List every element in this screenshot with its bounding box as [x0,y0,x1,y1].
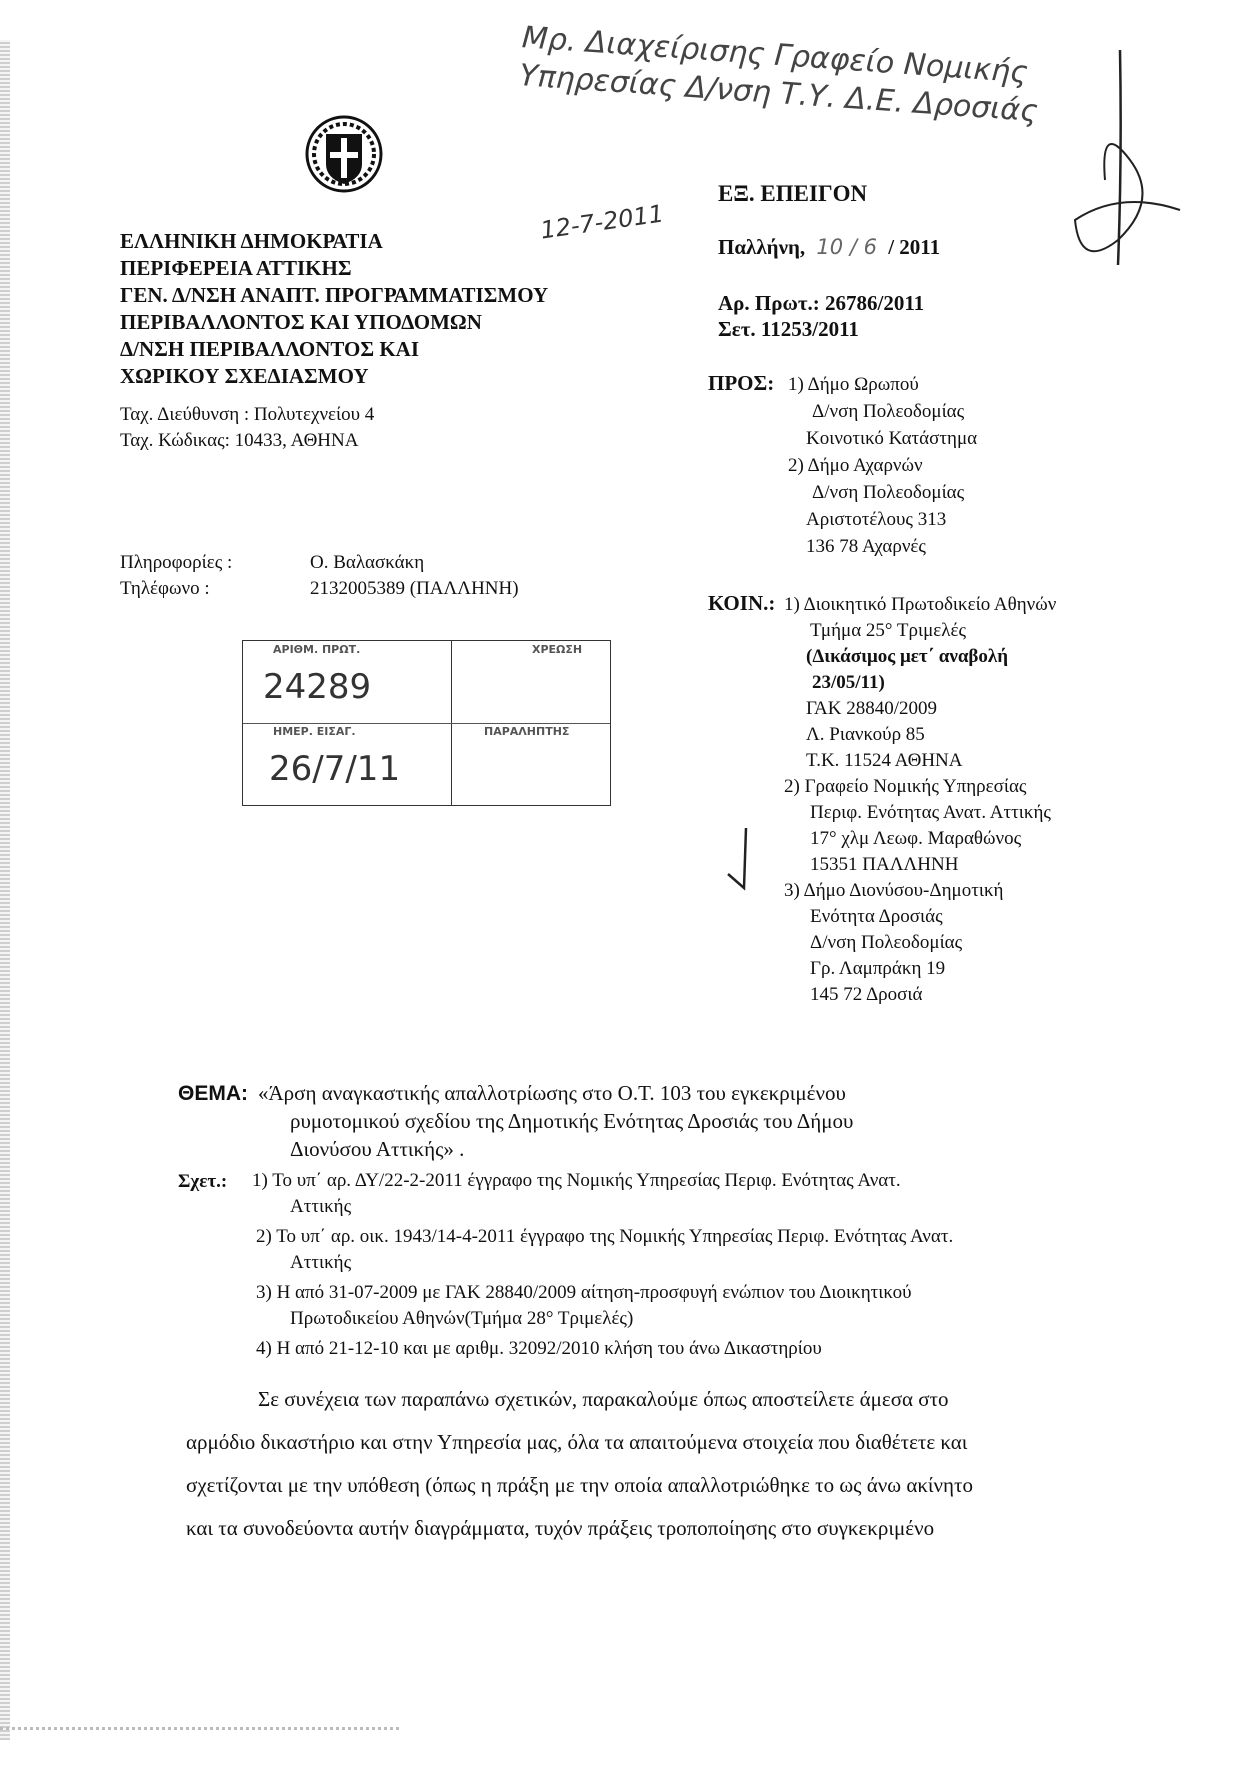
scan-edge-artifact [0,40,10,1740]
date-handwritten: 10 / 6 [816,235,877,259]
sender-line: Δ/ΝΣΗ ΠΕΡΙΒΑΛΛΟΝΤΟΣ ΚΑΙ [120,337,419,361]
cc-line: 17° χλμ Λεωφ. Μαραθώνος [810,828,1022,849]
related-item: 1) Το υπ΄ αρ. ΔΥ/22-2-2011 έγγραφο της Νομικής Υπηρεσίας Περιφ. Ενότητας Ανατ. [252,1170,901,1191]
related-item: 2) Το υπ΄ αρ. οικ. 1943/14-4-2011 έγγραφο της Νομικής Υπηρεσίας Περιφ. Ενότητας Ανατ. [256,1226,954,1247]
info-value: Ο. Βαλασκάκη [310,552,425,573]
related-label: Σχετ.: [178,1171,228,1192]
body-line: αρμόδιο δικαστήριο και στην Υπηρεσία μας, όλα τα απαιτούμενα στοιχεία που διαθέτετε και [186,1430,968,1454]
recipient-line: Αριστοτέλους 313 [806,509,947,530]
stamp-label: ΑΡΙΘΜ. ΠΡΩΤ. [273,643,361,656]
scan-bottom-artifact [0,1727,400,1730]
cc-line: Λ. Ριανκούρ 85 [806,724,925,745]
related-item: 3) Η από 31-07-2009 με ΓΑΚ 28840/2009 αίτηση-προσφυγή ενώπιον του Διοικητικού [256,1282,912,1303]
sender-header [120,228,548,390]
protocol-value: 26786/2011 [825,291,925,315]
recipient-line: 2) Δήμο Αχαρνών [788,455,923,476]
recipient-line: 1) Δήμο Ωρωπού [788,374,919,395]
info-label: Πληροφορίες : [120,552,233,573]
related-item: 4) Η από 21-12-10 και με αριθμ. 32092/2010 κλήση του άνω Δικαστηρίου [256,1338,822,1359]
handwritten-routing-note: Μρ. Διαχείρισης Γραφείο Νομικής Υπηρεσίας Δ/νση Τ.Υ. Δ.Ε. Δροσιάς [518,20,1039,130]
sender-postcode: Ταχ. Κώδικας: 10433, ΑΘΗΝΑ [120,430,359,451]
related-item-cont: Αττικής [290,1196,352,1217]
sender-address: Ταχ. Διεύθυνση : Πολυτεχνείου 4 [120,404,375,425]
cc-line: Ενότητα Δροσιάς [810,906,943,927]
recipient-line: Κοινοτικό Κατάστημα [806,428,978,449]
stamp-date: 26/7/11 [269,749,401,789]
recipient-line: Δ/νση Πολεοδομίας [812,401,965,422]
cc-line: 1) Διοικητικό Πρωτοδικείο Αθηνών [784,594,1057,615]
subject-line: Διονύσου Αττικής» . [290,1137,465,1161]
stamp-right-cells [450,640,611,806]
phone-label: Τηλέφωνο : [120,578,210,599]
cc-line: Δ/νση Πολεοδομίας [810,932,963,953]
date-year: / 2011 [888,235,941,259]
recipient-line: 136 78 Αχαρνές [806,536,926,557]
signature-mark [1060,40,1200,270]
stamp-number: 24289 [263,667,372,707]
cc-line: Τμήμα 25° Τριμελές [810,620,966,641]
date-label: Παλλήνη, [718,235,806,259]
protocol-label: Αρ. Πρωτ.: [718,291,820,315]
related-item-cont: Αττικής [290,1252,352,1273]
cc-line: 145 72 Δροσιά [810,984,923,1005]
cc-line: 15351 ΠΑΛΛΗΝΗ [810,854,959,875]
handwritten-check-icon [724,826,754,896]
related-item-cont: Πρωτοδικείου Αθηνών(Τμήμα 28° Τριμελές) [290,1308,634,1329]
body-line: Σε συνέχεια των παραπάνω σχετικών, παρακαλούμε όπως αποστείλετε άμεσα στο [258,1387,949,1411]
cc-line: Τ.Κ. 11524 ΑΘΗΝΑ [806,750,963,771]
urgent-label: ΕΞ. ΕΠΕΙΓΟΝ [718,181,868,206]
set-label: Σετ. [718,317,756,341]
body-line: και τα συνοδεύοντα αυτήν διαγράμματα, τυχόν πράξεις τροποποίησης στο συγκεκριμένο [186,1516,935,1540]
cc-line: 3) Δήμο Διονύσου-Δημοτική [784,880,1004,901]
body-line: σχετίζονται με την υπόθεση (όπως η πράξη με την οποία απαλλοτριώθηκε το ως άνω ακίνητο [186,1473,973,1497]
cc-line-bold: (Δικάσιμος μετ΄ αναβολή [806,646,1009,667]
sender-line: ΧΩΡΙΚΟΥ ΣΧΕΔΙΑΣΜΟΥ [120,364,369,388]
subject-line: ρυμοτομικού σχεδίου της Δημοτικής Ενότητας Δροσιάς του Δήμου [290,1109,854,1133]
phone-value: 2132005389 (ΠΑΛΛΗΝΗ) [310,578,519,599]
sender-line: ΓΕΝ. Δ/ΝΣΗ ΑΝΑΠΤ. ΠΡΟΓΡΑΜΜΑΤΙΣΜΟΥ [120,283,549,307]
registry-stamp [242,640,452,806]
cc-line: Γρ. Λαμπράκη 19 [810,958,946,979]
sender-line: ΕΛΛΗΝΙΚΗ ΔΗΜΟΚΡΑΤΙΑ [120,229,383,253]
stamp-label: ΠΑΡΑΛΗΠΤΗΣ [484,725,570,738]
recipients-label: ΠΡΟΣ: [708,371,775,395]
recipient-line: Δ/νση Πολεοδομίας [812,482,965,503]
coat-of-arms-emblem [304,112,384,196]
subject-line: «Άρση αναγκαστικής απαλλοτρίωσης στο Ο.Τ. 103 του εγκεκριμένου [258,1081,846,1105]
subject-label: ΘΕΜΑ: [178,1082,248,1105]
set-value: 11253/2011 [760,317,859,341]
sender-line: ΠΕΡΙΒΑΛΛΟΝΤΟΣ ΚΑΙ ΥΠΟΔΟΜΩΝ [120,310,482,334]
stamp-label: ΗΜΕΡ. ΕΙΣΑΓ. [273,725,356,738]
cc-line-bold: 23/05/11) [812,672,885,693]
cc-line: Περιφ. Ενότητας Ανατ. Αττικής [810,802,1051,823]
cc-line: ΓΑΚ 28840/2009 [806,698,938,719]
cc-label: ΚΟΙΝ.: [708,591,776,615]
date-line [718,234,940,261]
protocol-line [718,290,924,317]
handwritten-date: 12-7-2011 [538,199,666,245]
cc-line: 2) Γραφείο Νομικής Υπηρεσίας [784,776,1027,797]
stamp-label: ΧΡΕΩΣΗ [532,643,583,656]
set-line [718,316,859,343]
sender-line: ΠΕΡΙΦΕΡΕΙΑ ΑΤΤΙΚΗΣ [120,256,352,280]
